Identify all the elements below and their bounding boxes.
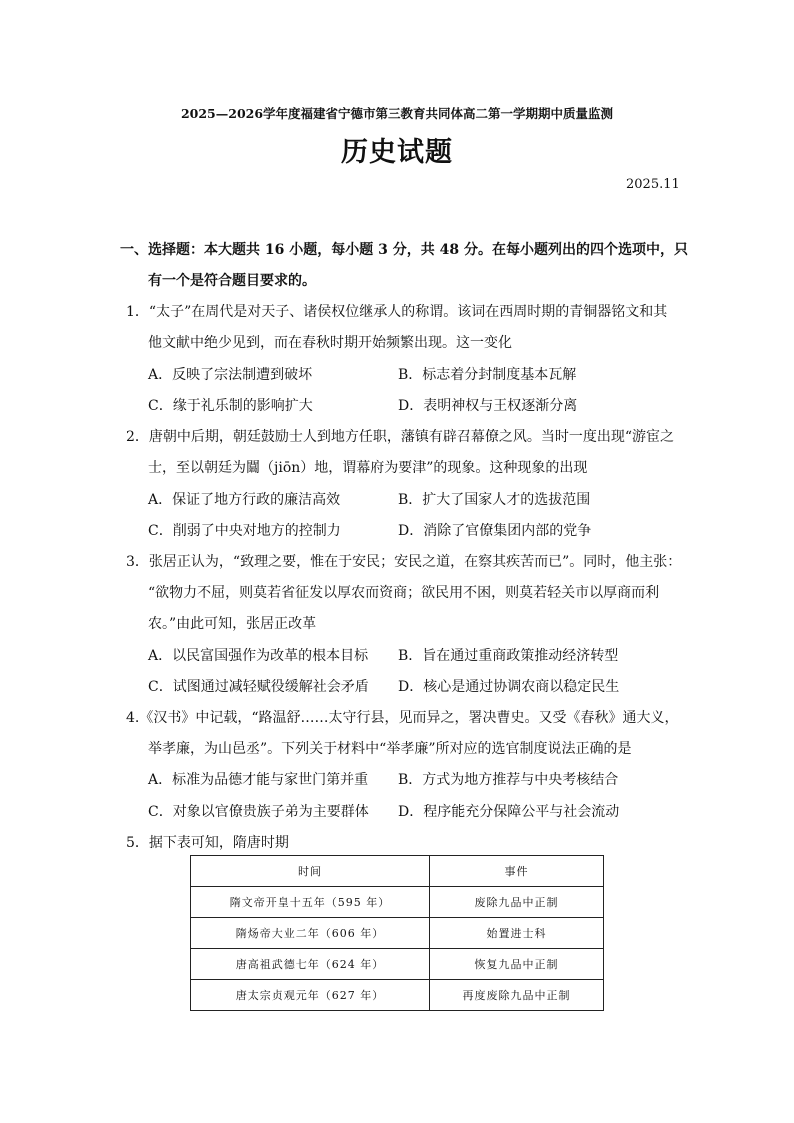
question-1-option-c: C．缘于礼乐制的影响扩大 bbox=[148, 398, 313, 414]
section-heading-line2: 有一个是符合题目要求的。 bbox=[148, 273, 316, 289]
question-3-line-1: 3．张居正认为，“致理之要，惟在于安民；安民之道，在察其疾苦而已”。同时，他主张： bbox=[126, 554, 682, 570]
table-cell-event: 废除九品中正制 bbox=[430, 887, 604, 918]
table-cell-event: 再度废除九品中正制 bbox=[430, 980, 604, 1011]
table-cell-time: 隋炀帝大业二年（606 年） bbox=[191, 918, 430, 949]
question-2-option-a: A．保证了地方行政的廉洁高效 bbox=[148, 492, 341, 508]
table-cell-time: 隋文帝开皇十五年（595 年） bbox=[191, 887, 430, 918]
question-2-option-c: C．削弱了中央对地方的控制力 bbox=[148, 523, 341, 539]
question-2-line-2: 士，至以朝廷为闒（jiōn）地，谓幕府为要津”的现象。这种现象的出现 bbox=[148, 460, 588, 476]
table-row bbox=[191, 949, 604, 980]
question-1-line-1: 1．“太子”在周代是对天子、诸侯权位继承人的称谓。该词在西周时期的青铜器铭文和其 bbox=[126, 304, 668, 320]
question-1-line-2: 他文献中绝少见到，而在春秋时期开始频繁出现。这一变化 bbox=[148, 335, 512, 351]
question-3-option-b: B．旨在通过重商政策推动经济转型 bbox=[398, 648, 619, 664]
question-5-line-1: 5．据下表可知，隋唐时期 bbox=[126, 835, 289, 851]
exam-date: 2025.11 bbox=[626, 177, 680, 192]
table-cell-time: 唐高祖武德七年（624 年） bbox=[191, 949, 430, 980]
table-row bbox=[191, 980, 604, 1011]
question-2-option-d: D．消除了官僚集团内部的党争 bbox=[398, 523, 592, 539]
exam-header: 2025—2026学年度福建省宁德市第三教育共同体高二第一学期期中质量监测 bbox=[180, 106, 614, 121]
question-3-line-3: 农。”由此可知，张居正改革 bbox=[148, 616, 317, 632]
table-row bbox=[191, 887, 604, 918]
table-row bbox=[191, 918, 604, 949]
events-table bbox=[190, 855, 604, 1011]
question-4-option-a: A．标准为品德才能与家世门第并重 bbox=[148, 772, 369, 788]
table-header-time: 时间 bbox=[191, 856, 430, 887]
question-4-option-d: D．程序能充分保障公平与社会流动 bbox=[398, 804, 620, 820]
table-cell-event: 恢复九品中正制 bbox=[430, 949, 604, 980]
section-heading-line1: 一、选择题：本大题共 16 小题，每小题 3 分，共 48 分。在每小题列出的四个选项中，只 bbox=[120, 242, 688, 258]
table-header-event: 事件 bbox=[430, 856, 604, 887]
question-1-option-b: B．标志着分封制度基本瓦解 bbox=[398, 367, 577, 383]
question-4-line-2: 举孝廉，为山邑丞”。下列关于材料中“举孝廉”所对应的选官制度说法正确的是 bbox=[148, 741, 632, 757]
question-4-option-c: C．对象以官僚贵族子弟为主要群体 bbox=[148, 804, 369, 820]
question-4-line-1: 4.《汉书》中记载，“路温舒……太守行县，见而异之，署决曹史。又受《春秋》通大义， bbox=[126, 710, 679, 726]
question-4-option-b: B．方式为地方推荐与中央考核结合 bbox=[398, 772, 619, 788]
page-title: 历史试题 bbox=[341, 137, 453, 168]
question-1-option-d: D．表明神权与王权逐渐分离 bbox=[398, 398, 578, 414]
question-3-option-d: D．核心是通过协调农商以稳定民生 bbox=[398, 679, 620, 695]
question-2-line-1: 2．唐朝中后期，朝廷鼓励士人到地方任职，藩镇有辟召幕僚之风。当时一度出现“游宦之 bbox=[126, 429, 675, 445]
table-header-row bbox=[191, 856, 604, 887]
question-3-option-a: A．以民富国强作为改革的根本目标 bbox=[148, 648, 369, 664]
table-cell-time: 唐太宗贞观元年（627 年） bbox=[191, 980, 430, 1011]
question-3-line-2: “欲物力不屈，则莫若省征发以厚农而资商；欲民用不困，则莫若轻关市以厚商而利 bbox=[148, 585, 660, 601]
question-2-option-b: B．扩大了国家人才的选拔范围 bbox=[398, 492, 591, 508]
question-3-option-c: C．试图通过减轻赋役缓解社会矛盾 bbox=[148, 679, 369, 695]
table-cell-event: 始置进士科 bbox=[430, 918, 604, 949]
question-1-option-a: A．反映了宗法制遭到破坏 bbox=[148, 367, 313, 383]
